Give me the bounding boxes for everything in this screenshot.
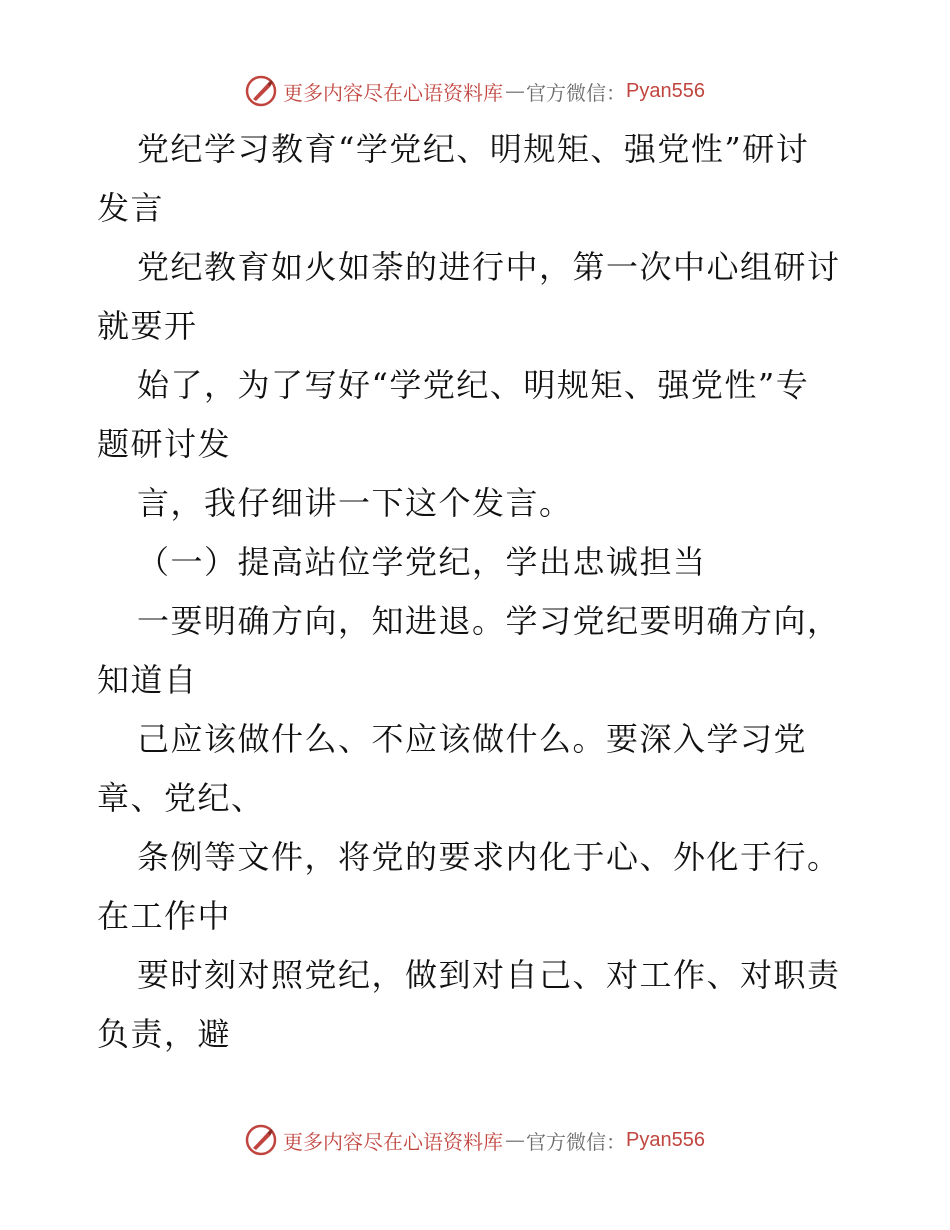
text-line: 条例等文件，将党的要求内化于心、外化于行。	[137, 838, 841, 876]
header-watermark	[0, 71, 950, 111]
text-line: 始了，为了写好“学党纪、明规矩、强党性”专	[137, 366, 810, 404]
text-line: 党纪教育如火如荼的进行中，第一次中心组研讨	[137, 248, 841, 286]
watermark-wechat-id: Pyan556	[626, 79, 705, 102]
watermark-wechat-id: Pyan556	[626, 1128, 705, 1151]
document-body	[97, 120, 857, 1064]
text-line: 知道自	[97, 661, 198, 699]
text-line: 党纪学习教育“学党纪、明规矩、强党性”研讨	[137, 130, 810, 168]
text-line: 题研讨发	[97, 425, 232, 463]
watermark-separator: —	[505, 79, 525, 103]
watermark-main-text: 更多内容尽在心语资料库	[283, 1129, 504, 1154]
text-line: 章、党纪、	[97, 779, 265, 817]
text-line: 发言	[97, 189, 165, 227]
text-line: 就要开	[97, 307, 198, 345]
watermark-label: 官方微信：	[526, 1129, 627, 1154]
quill-logo-icon	[245, 1124, 277, 1156]
text-line: 要时刻对照党纪，做到对自己、对工作、对职责	[137, 956, 841, 994]
footer-watermark	[0, 1120, 950, 1160]
section-heading: （一）提高站位学党纪，学出忠诚担当	[137, 543, 707, 581]
text-line: 一要明确方向，知进退。学习党纪要明确方向，	[137, 602, 841, 640]
watermark-label: 官方微信：	[526, 80, 627, 105]
text-line: 负责，避	[97, 1015, 232, 1053]
watermark-separator: —	[505, 1128, 525, 1152]
text-line: 己应该做什么、不应该做什么。要深入学习党	[137, 720, 808, 758]
watermark-main-text: 更多内容尽在心语资料库	[283, 80, 504, 105]
quill-logo-icon	[245, 75, 277, 107]
text-line: 在工作中	[97, 897, 232, 935]
text-line: 言，我仔细讲一下这个发言。	[137, 484, 573, 522]
